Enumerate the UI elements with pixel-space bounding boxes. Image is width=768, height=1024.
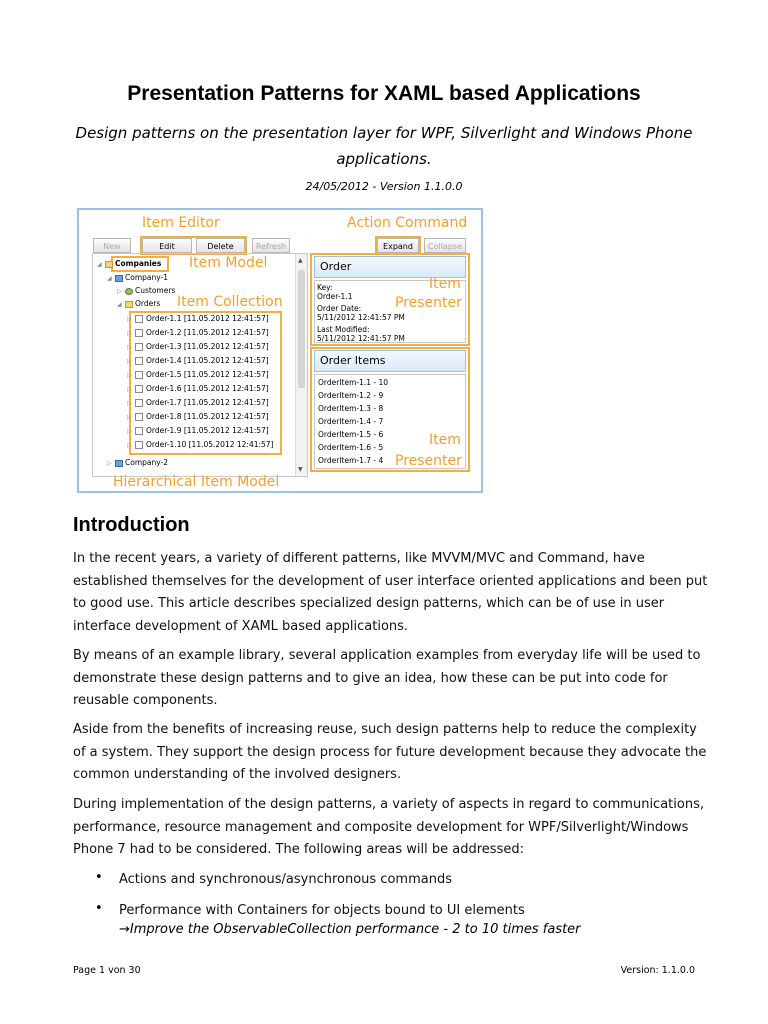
scroll-thumb[interactable] <box>298 270 305 388</box>
order-checkbox-icon[interactable] <box>135 371 143 379</box>
order-row-label: Order-1.7 [11.05.2012 12:41:57] <box>146 398 269 407</box>
tree-node-company-1[interactable]: ◢ Company-1 <box>107 273 169 282</box>
footer-version: Version: 1.1.0.0 <box>620 965 695 976</box>
expand-arrow-icon[interactable]: ▷ <box>127 414 132 421</box>
order-checkbox-icon[interactable] <box>135 399 143 407</box>
expand-button[interactable]: Expand <box>377 238 419 253</box>
order-item[interactable]: OrderItem-1.2 - 9 <box>318 391 384 400</box>
order-checkbox-icon[interactable] <box>135 427 143 435</box>
bullet-item-1: Actions and synchronous/asynchronous commands <box>119 872 452 887</box>
order-checkbox-icon[interactable] <box>135 329 143 337</box>
expand-arrow-icon[interactable]: ▷ <box>127 428 132 435</box>
order-row-label: Order-1.2 [11.05.2012 12:41:57] <box>146 328 269 337</box>
label-item-presenter-2a: Item <box>429 432 461 448</box>
expand-arrow-icon[interactable]: ▷ <box>127 442 132 449</box>
company-icon <box>115 275 123 282</box>
page-number: Page 1 von 30 <box>73 965 141 976</box>
order-row-label: Order-1.1 [11.05.2012 12:41:57] <box>146 314 269 323</box>
order-checkbox-icon[interactable] <box>135 343 143 351</box>
introduction-heading: Introduction <box>73 514 190 536</box>
tree-node-customers[interactable]: ▷ Customers <box>117 286 176 295</box>
bullet-marker: • <box>95 901 103 916</box>
order-items-header: Order Items <box>314 350 466 372</box>
label-item-collection: Item Collection <box>177 294 283 310</box>
expand-arrow-icon[interactable]: ▷ <box>127 400 132 407</box>
order-checkbox-icon[interactable] <box>135 441 143 449</box>
order-item[interactable]: OrderItem-1.1 - 10 <box>318 378 389 387</box>
document-subtitle: Design patterns on the presentation layer for WPF, Silverlight and Windows Phone applications. <box>75 124 693 168</box>
edit-button[interactable]: Edit <box>142 238 192 253</box>
screenshot-figure <box>77 208 483 493</box>
order-row[interactable] <box>127 356 269 367</box>
order-date-value: 5/11/2012 12:41:57 PM <box>317 313 405 322</box>
customers-icon <box>125 288 133 295</box>
order-row-label: Order-1.6 [11.05.2012 12:41:57] <box>146 384 269 393</box>
order-date-label: Order Date: <box>317 304 362 313</box>
document-title: Presentation Patterns for XAML based Applications <box>127 82 641 105</box>
order-row[interactable] <box>127 440 274 451</box>
refresh-button[interactable]: Refresh <box>252 238 290 253</box>
order-row[interactable] <box>127 370 269 381</box>
expand-arrow-icon[interactable]: ▷ <box>117 288 122 295</box>
key-label: Key: <box>317 283 333 292</box>
order-panel-header: Order <box>314 256 466 278</box>
order-row-label: Order-1.8 [11.05.2012 12:41:57] <box>146 412 269 421</box>
last-modified-label: Last Modified: <box>317 325 370 334</box>
order-row-label: Order-1.9 [11.05.2012 12:41:57] <box>146 426 269 435</box>
label-item-presenter-1a: Item <box>429 276 461 292</box>
companies-icon <box>105 261 113 268</box>
order-row-label: Order-1.10 [11.05.2012 12:41:57] <box>146 440 274 449</box>
order-row[interactable] <box>127 342 269 353</box>
order-item[interactable]: OrderItem-1.4 - 7 <box>318 417 384 426</box>
order-item[interactable]: OrderItem-1.5 - 6 <box>318 430 384 439</box>
scroll-up-icon[interactable]: ▲ <box>298 257 303 264</box>
key-value: Order-1.1 <box>317 292 353 301</box>
expand-arrow-icon[interactable]: ▷ <box>127 344 132 351</box>
label-item-presenter-1b: Presenter <box>395 295 462 311</box>
expand-arrow-icon[interactable]: ▷ <box>107 460 112 467</box>
intro-paragraph-1: In the recent years, a variety of different patterns, like MVVM/MVC and Command, have established themselves for the development of user interface oriented applications and been put to good use. This article describes specialized design patterns, which can be of use in user interface development of XAML based applications. <box>73 551 708 634</box>
order-item[interactable]: OrderItem-1.6 - 5 <box>318 443 384 452</box>
order-row[interactable] <box>127 398 269 409</box>
order-checkbox-icon[interactable] <box>135 413 143 421</box>
hierarchical-tree <box>92 253 308 477</box>
arrow-note: →Improve the ObservableCollection performance - 2 to 10 times faster <box>119 922 581 937</box>
label-item-model: Item Model <box>189 255 268 271</box>
expand-arrow-icon[interactable]: ▷ <box>127 386 132 393</box>
order-row-label: Order-1.5 [11.05.2012 12:41:57] <box>146 370 269 379</box>
label-action-command: Action Command <box>347 215 468 231</box>
date-version: 24/05/2012 - Version 1.1.0.0 <box>305 180 463 193</box>
order-row[interactable] <box>127 314 269 325</box>
tree-node-company-2[interactable]: ▷ Company-2 <box>107 458 169 467</box>
intro-paragraph-4: During implementation of the design patterns, a variety of aspects in regard to communications, performance, resource management and composite development for WPF/Silverlight/Windows Phone 7 had to be considered. The following areas will be addressed: <box>73 797 704 857</box>
tree-node-orders[interactable]: ◢ Orders <box>117 299 161 308</box>
collapse-button[interactable]: Collapse <box>424 238 466 253</box>
order-row[interactable] <box>127 426 269 437</box>
bullet-item-2: Performance with Containers for objects bound to UI elements <box>119 903 525 918</box>
collapse-arrow-icon[interactable]: ◢ <box>107 275 112 282</box>
scroll-down-icon[interactable]: ▼ <box>298 466 303 473</box>
company-icon <box>115 460 123 467</box>
delete-button[interactable]: Delete <box>196 238 245 253</box>
order-row[interactable] <box>127 384 269 395</box>
tree-scrollbar[interactable] <box>295 254 307 476</box>
label-hierarchical-item-model: Hierarchical Item Model <box>113 474 280 490</box>
collapse-arrow-icon[interactable]: ◢ <box>117 301 122 308</box>
order-row-label: Order-1.3 [11.05.2012 12:41:57] <box>146 342 269 351</box>
intro-paragraph-3: Aside from the benefits of increasing reuse, such design patterns help to reduce the complexity of a system. They support the design process for future development because they advocate the common understanding of the involved designers. <box>73 722 707 782</box>
label-item-presenter-2b: Presenter <box>395 453 462 469</box>
orders-icon <box>125 301 133 308</box>
expand-arrow-icon[interactable]: ▷ <box>127 358 132 365</box>
order-item[interactable]: OrderItem-1.3 - 8 <box>318 404 384 413</box>
bullet-marker: • <box>95 870 103 885</box>
order-item[interactable]: OrderItem-1.7 - 4 <box>318 456 384 465</box>
order-row[interactable] <box>127 328 269 339</box>
tree-node-companies[interactable]: ◢ Companies <box>97 259 162 268</box>
expand-arrow-icon[interactable]: ▷ <box>127 372 132 379</box>
new-button[interactable]: New <box>93 238 131 253</box>
order-checkbox-icon[interactable] <box>135 357 143 365</box>
order-checkbox-icon[interactable] <box>135 385 143 393</box>
intro-paragraph-2: By means of an example library, several application examples from everyday life will be used to demonstrate these design patterns and to give an idea, how these can be put into code for reusable components. <box>73 648 701 708</box>
order-row-label: Order-1.4 [11.05.2012 12:41:57] <box>146 356 269 365</box>
order-checkbox-icon[interactable] <box>135 315 143 323</box>
expand-arrow-icon[interactable]: ▷ <box>127 316 132 323</box>
label-item-editor: Item Editor <box>142 215 220 231</box>
order-row[interactable] <box>127 412 269 423</box>
expand-arrow-icon[interactable]: ▷ <box>127 330 132 337</box>
last-modified-value: 5/11/2012 12:41:57 PM <box>317 334 405 343</box>
collapse-arrow-icon[interactable]: ◢ <box>97 261 102 268</box>
